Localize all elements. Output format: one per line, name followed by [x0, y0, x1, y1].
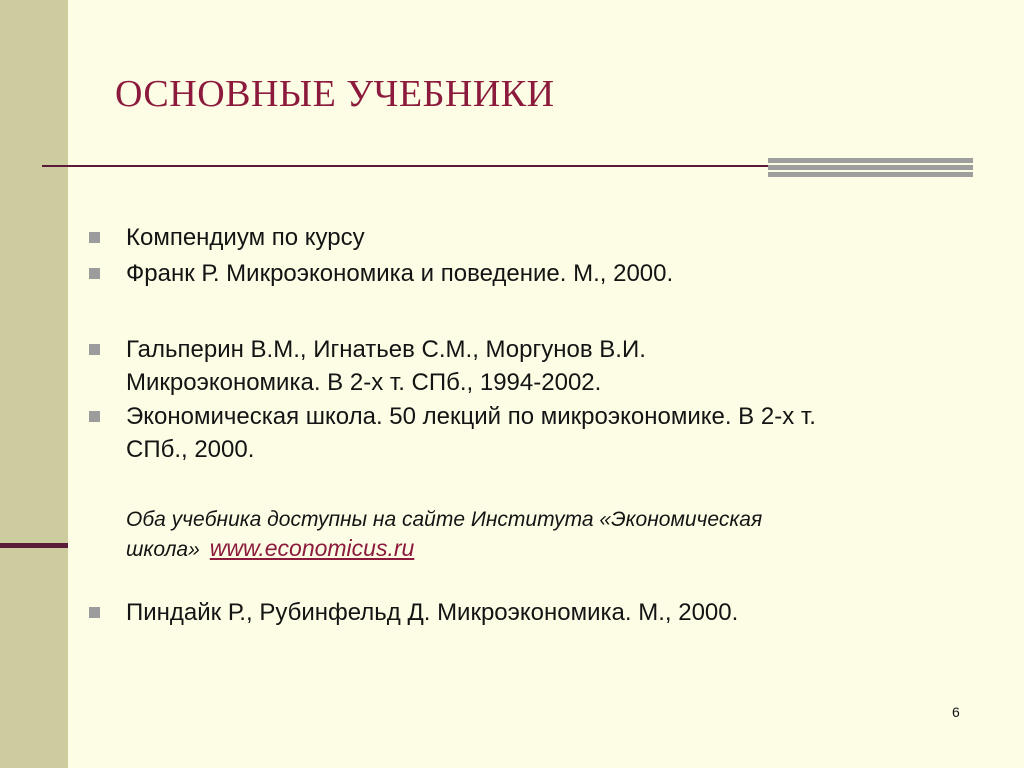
list-item-line: Микроэкономика. В 2-х т. СПб., 1994-2002.	[126, 369, 602, 396]
bullet-square-icon	[89, 344, 100, 355]
list-item-text: Пиндайк Р., Рубинфельд Д. Микроэкономика. М., 2000.	[126, 599, 739, 626]
bullet-square-icon	[89, 411, 100, 422]
bullet-square-icon	[89, 607, 100, 618]
list-item	[126, 596, 976, 629]
note-line: Оба учебника доступны на сайте Института «Экономическая	[126, 508, 763, 531]
note-line	[126, 534, 966, 564]
list-item-line: СПб., 2000.	[126, 436, 255, 463]
note-line-text: школа»	[126, 538, 200, 561]
list-item	[126, 400, 976, 466]
list-item-text: Франк Р. Микроэкономика и поведение. М., 2000.	[126, 260, 674, 287]
bullet-square-icon	[89, 232, 100, 243]
list-item-line: Экономическая школа. 50 лекций по микроэкономике. В 2-х т.	[126, 403, 816, 430]
bullet-square-icon	[89, 268, 100, 279]
page-number: 6	[952, 704, 960, 720]
list-item-text: Компендиум по курсу	[126, 224, 365, 251]
list-item	[126, 333, 976, 399]
list-item	[126, 221, 976, 254]
slide-title: ОСНОВНЫЕ УЧЕБНИКИ	[115, 73, 555, 115]
economicus-link[interactable]: www.economicus.ru	[209, 535, 415, 561]
list-item-line: Гальперин В.М., Игнатьев С.М., Моргунов В.И.	[126, 336, 646, 363]
availability-note	[126, 505, 966, 564]
list-item	[126, 257, 976, 290]
